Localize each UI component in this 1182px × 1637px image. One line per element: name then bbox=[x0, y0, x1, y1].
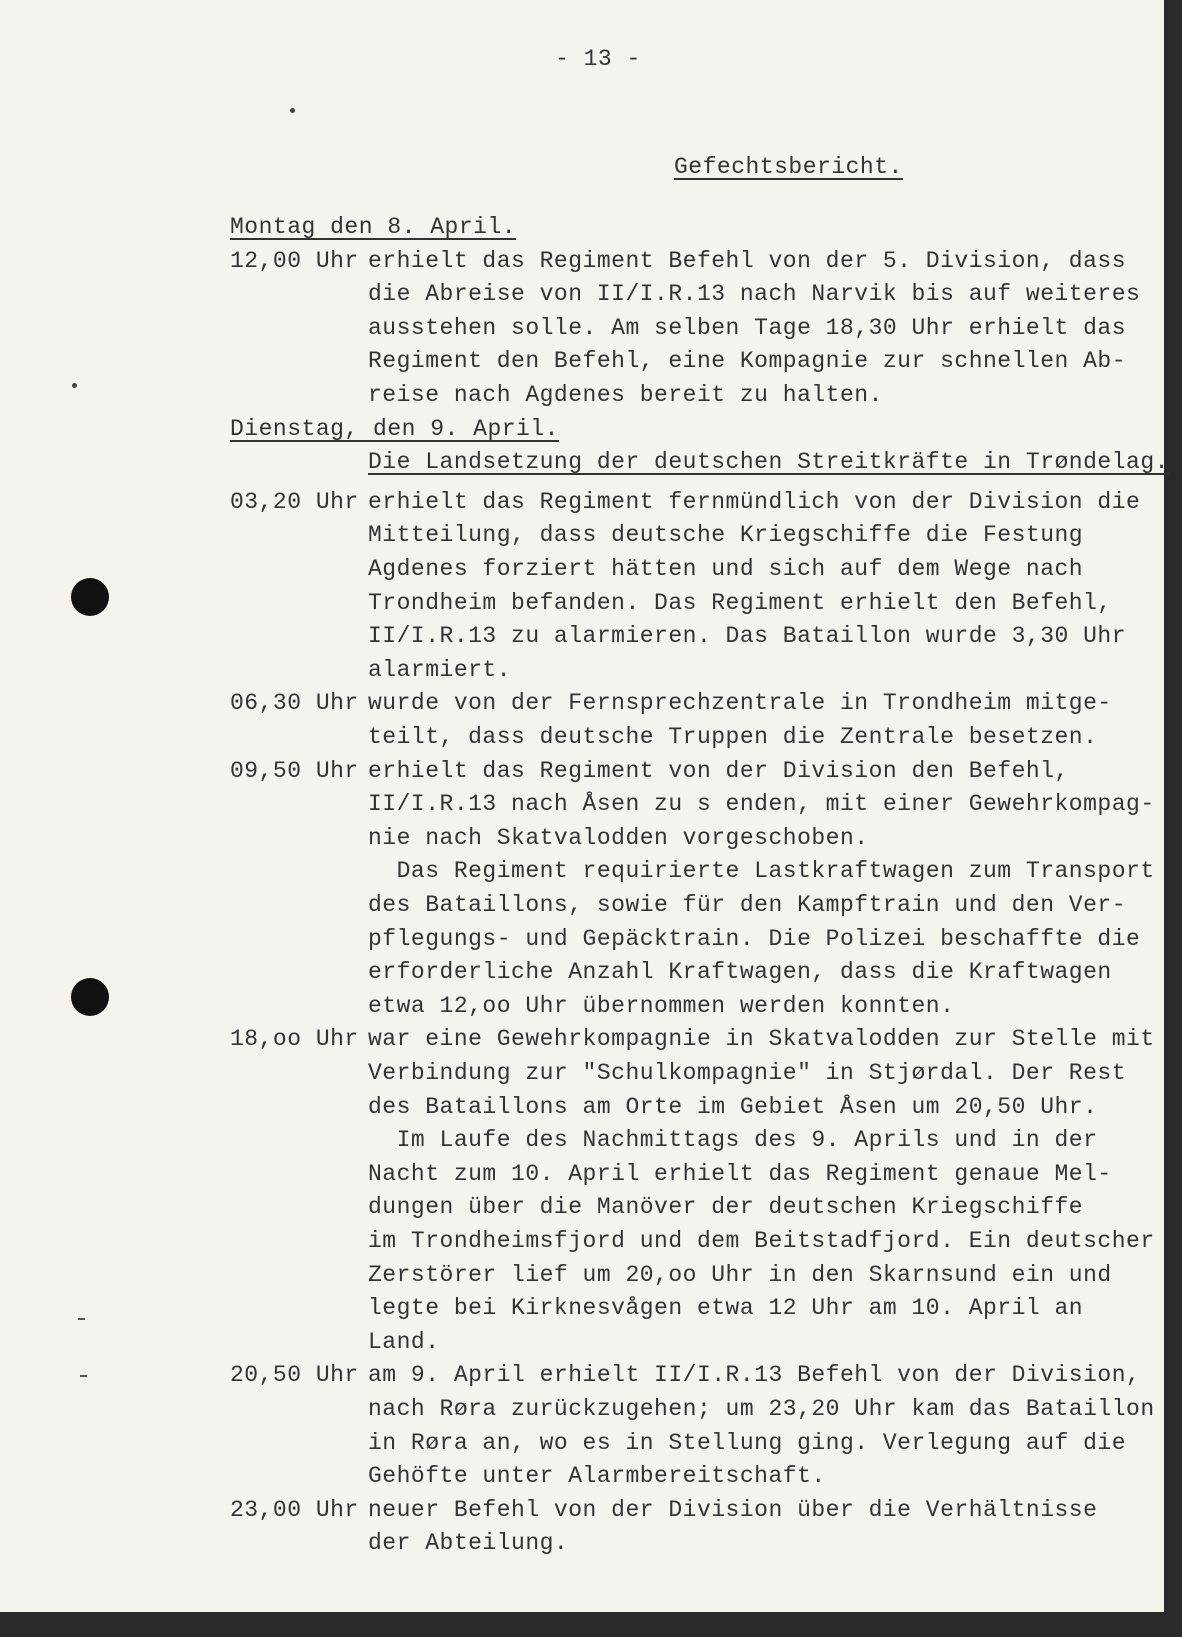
section-heading: Montag den 8. April. bbox=[230, 214, 517, 240]
entry-text-line: Im Laufe des Nachmittags des 9. Aprils und in der bbox=[368, 1127, 1098, 1153]
entry-text-line: Land. bbox=[368, 1329, 440, 1355]
margin-mark bbox=[78, 1318, 85, 1320]
entry-text-line: erhielt das Regiment von der Division den Befehl, bbox=[368, 758, 1069, 784]
entry-text-line: des Bataillons, sowie für den Kampftrain und den Ver- bbox=[368, 892, 1127, 918]
entry-text-line: erhielt das Regiment Befehl von der 5. Division, dass bbox=[368, 248, 1127, 274]
entry-text-line: legte bei Kirknesvågen etwa 12 Uhr am 10. April an bbox=[368, 1295, 1084, 1321]
entry-text-line: war eine Gewehrkompagnie in Skatvalodden zur Stelle mit bbox=[368, 1026, 1155, 1052]
entry-text-line: etwa 12,oo Uhr übernommen werden konnten. bbox=[368, 993, 955, 1019]
entry-text-line: Das Regiment requirierte Lastkraftwagen zum Transport bbox=[368, 858, 1155, 884]
section-subheading: Die Landsetzung der deutschen Streitkräfte in Trøndelag. bbox=[368, 449, 1169, 475]
entry-text-line: teilt, dass deutsche Truppen die Zentrale besetzen. bbox=[368, 724, 1098, 750]
entry-text-line: Mitteilung, dass deutsche Kriegschiffe die Festung bbox=[368, 522, 1084, 548]
entry-text-line: die Abreise von II/I.R.13 nach Narvik bis auf weiteres bbox=[368, 281, 1141, 307]
speck-mark bbox=[290, 108, 295, 113]
entry-text-line: Zerstörer lief um 20,oo Uhr in den Skarnsund ein und bbox=[368, 1262, 1112, 1288]
entry-text-line: neuer Befehl von der Division über die Verhältnisse bbox=[368, 1497, 1098, 1523]
entry-text-line: pflegungs- und Gepäcktrain. Die Polizei beschaffte die bbox=[368, 926, 1141, 952]
entry-time: 18,oo Uhr bbox=[230, 1026, 359, 1052]
entry-text-line: nie nach Skatvalodden vorgeschoben. bbox=[368, 825, 869, 851]
entry-text-line: ausstehen solle. Am selben Tage 18,30 Uhr erhielt das bbox=[368, 315, 1127, 341]
entry-text-line: erforderliche Anzahl Kraftwagen, dass die Kraftwagen bbox=[368, 959, 1112, 985]
entry-time: 06,30 Uhr bbox=[230, 690, 359, 716]
entry-time: 12,00 Uhr bbox=[230, 248, 359, 274]
entry-text-line: der Abteilung. bbox=[368, 1530, 569, 1556]
entry-time: 03,20 Uhr bbox=[230, 489, 359, 515]
section-heading: Dienstag, den 9. April. bbox=[230, 416, 559, 442]
document-title: Gefechtsbericht. bbox=[674, 154, 903, 180]
entry-text-line: Trondheim befanden. Das Regiment erhielt den Befehl, bbox=[368, 590, 1112, 616]
entry-time: 09,50 Uhr bbox=[230, 758, 359, 784]
entry-text-line: II/I.R.13 nach Åsen zu s enden, mit einer Gewehrkompag- bbox=[368, 791, 1155, 817]
entry-text-line: Gehöfte unter Alarmbereitschaft. bbox=[368, 1463, 826, 1489]
entry-text-line: reise nach Agdenes bereit zu halten. bbox=[368, 382, 883, 408]
entry-text-line: wurde von der Fernsprechzentrale in Trondheim mitge- bbox=[368, 690, 1112, 716]
entry-text-line: im Trondheimsfjord und dem Beitstadfjord. Ein deutscher bbox=[368, 1228, 1155, 1254]
entry-time: 23,00 Uhr bbox=[230, 1497, 359, 1523]
entry-text-line: Verbindung zur "Schulkompagnie" in Stjørdal. Der Rest bbox=[368, 1060, 1127, 1086]
entry-time: 20,50 Uhr bbox=[230, 1362, 359, 1388]
punch-hole bbox=[71, 578, 109, 616]
margin-mark bbox=[80, 1375, 87, 1377]
entry-text-line: erhielt das Regiment fernmündlich von der Division die bbox=[368, 489, 1141, 515]
entry-text-line: nach Røra zurückzugehen; um 23,20 Uhr kam das Bataillon bbox=[368, 1396, 1155, 1422]
entry-text-line: Nacht zum 10. April erhielt das Regiment genaue Mel- bbox=[368, 1161, 1112, 1187]
entry-text-line: des Bataillons am Orte im Gebiet Åsen um 20,50 Uhr. bbox=[368, 1094, 1098, 1120]
speck-mark bbox=[72, 383, 77, 388]
entry-text-line: dungen über die Manöver der deutschen Kriegschiffe bbox=[368, 1194, 1084, 1220]
entry-text-line: II/I.R.13 zu alarmieren. Das Bataillon wurde 3,30 Uhr bbox=[368, 623, 1127, 649]
entry-text-line: alarmiert. bbox=[368, 657, 512, 683]
entry-text-line: Agdenes forziert hätten und sich auf dem Wege nach bbox=[368, 556, 1084, 582]
entry-text-line: in Røra an, wo es in Stellung ging. Verlegung auf die bbox=[368, 1430, 1127, 1456]
page-number: - 13 - bbox=[555, 46, 641, 72]
punch-hole bbox=[71, 978, 109, 1016]
entry-text-line: Regiment den Befehl, eine Kompagnie zur schnellen Ab- bbox=[368, 348, 1127, 374]
entry-text-line: am 9. April erhielt II/I.R.13 Befehl von der Division, bbox=[368, 1362, 1141, 1388]
